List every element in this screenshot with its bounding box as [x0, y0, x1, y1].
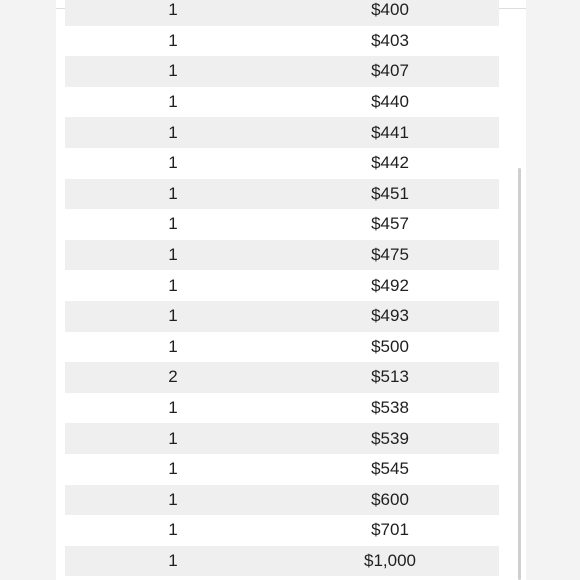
- table-row: [65, 148, 499, 179]
- amount-cell: $475: [371, 245, 409, 265]
- count-cell: 1: [168, 214, 178, 234]
- count-cell: 2: [168, 367, 178, 387]
- count-cell: 1: [168, 92, 178, 112]
- amount-cell: $600: [371, 489, 409, 509]
- amount-cell: $539: [371, 428, 409, 448]
- table-row: [65, 240, 499, 271]
- table-row: [65, 332, 499, 363]
- table-row: [65, 26, 499, 57]
- value-count-table: [65, 0, 499, 576]
- amount-cell: $457: [371, 214, 409, 234]
- count-cell: 1: [168, 398, 178, 418]
- amount-cell: $400: [371, 0, 409, 20]
- amount-cell: $403: [371, 30, 409, 50]
- count-cell: 1: [168, 428, 178, 448]
- count-cell: 1: [168, 30, 178, 50]
- table-row: [65, 454, 499, 485]
- count-cell: 1: [168, 122, 178, 142]
- count-cell: 1: [168, 336, 178, 356]
- amount-cell: $407: [371, 61, 409, 81]
- table-row: [65, 179, 499, 210]
- table-row: [65, 546, 499, 577]
- amount-cell: $513: [371, 367, 409, 387]
- table-row: [65, 301, 499, 332]
- table-row: [65, 362, 499, 393]
- amount-cell: $538: [371, 398, 409, 418]
- amount-cell: $442: [371, 153, 409, 173]
- amount-cell: $701: [371, 520, 409, 540]
- count-cell: 1: [168, 459, 178, 479]
- table-row: [65, 56, 499, 87]
- count-cell: 1: [168, 275, 178, 295]
- table-row: [65, 87, 499, 118]
- count-cell: 1: [168, 550, 178, 570]
- amount-cell: $492: [371, 275, 409, 295]
- amount-cell: $451: [371, 183, 409, 203]
- count-cell: 1: [168, 183, 178, 203]
- table-row: [65, 515, 499, 546]
- amount-cell: $545: [371, 459, 409, 479]
- count-cell: 1: [168, 306, 178, 326]
- table-row: [65, 0, 499, 26]
- amount-cell: $1,000: [364, 550, 416, 570]
- table-panel: [56, 0, 526, 580]
- table-row: [65, 209, 499, 240]
- vertical-scrollbar[interactable]: [518, 168, 521, 580]
- table-row: [65, 393, 499, 424]
- count-cell: 1: [168, 489, 178, 509]
- table-row: [65, 485, 499, 516]
- amount-cell: $440: [371, 92, 409, 112]
- amount-cell: $493: [371, 306, 409, 326]
- count-cell: 1: [168, 61, 178, 81]
- count-cell: 1: [168, 245, 178, 265]
- amount-cell: $500: [371, 336, 409, 356]
- count-cell: 1: [168, 0, 178, 20]
- count-cell: 1: [168, 520, 178, 540]
- table-row: [65, 117, 499, 148]
- count-cell: 1: [168, 153, 178, 173]
- amount-cell: $441: [371, 122, 409, 142]
- table-row: [65, 270, 499, 301]
- table-row: [65, 423, 499, 454]
